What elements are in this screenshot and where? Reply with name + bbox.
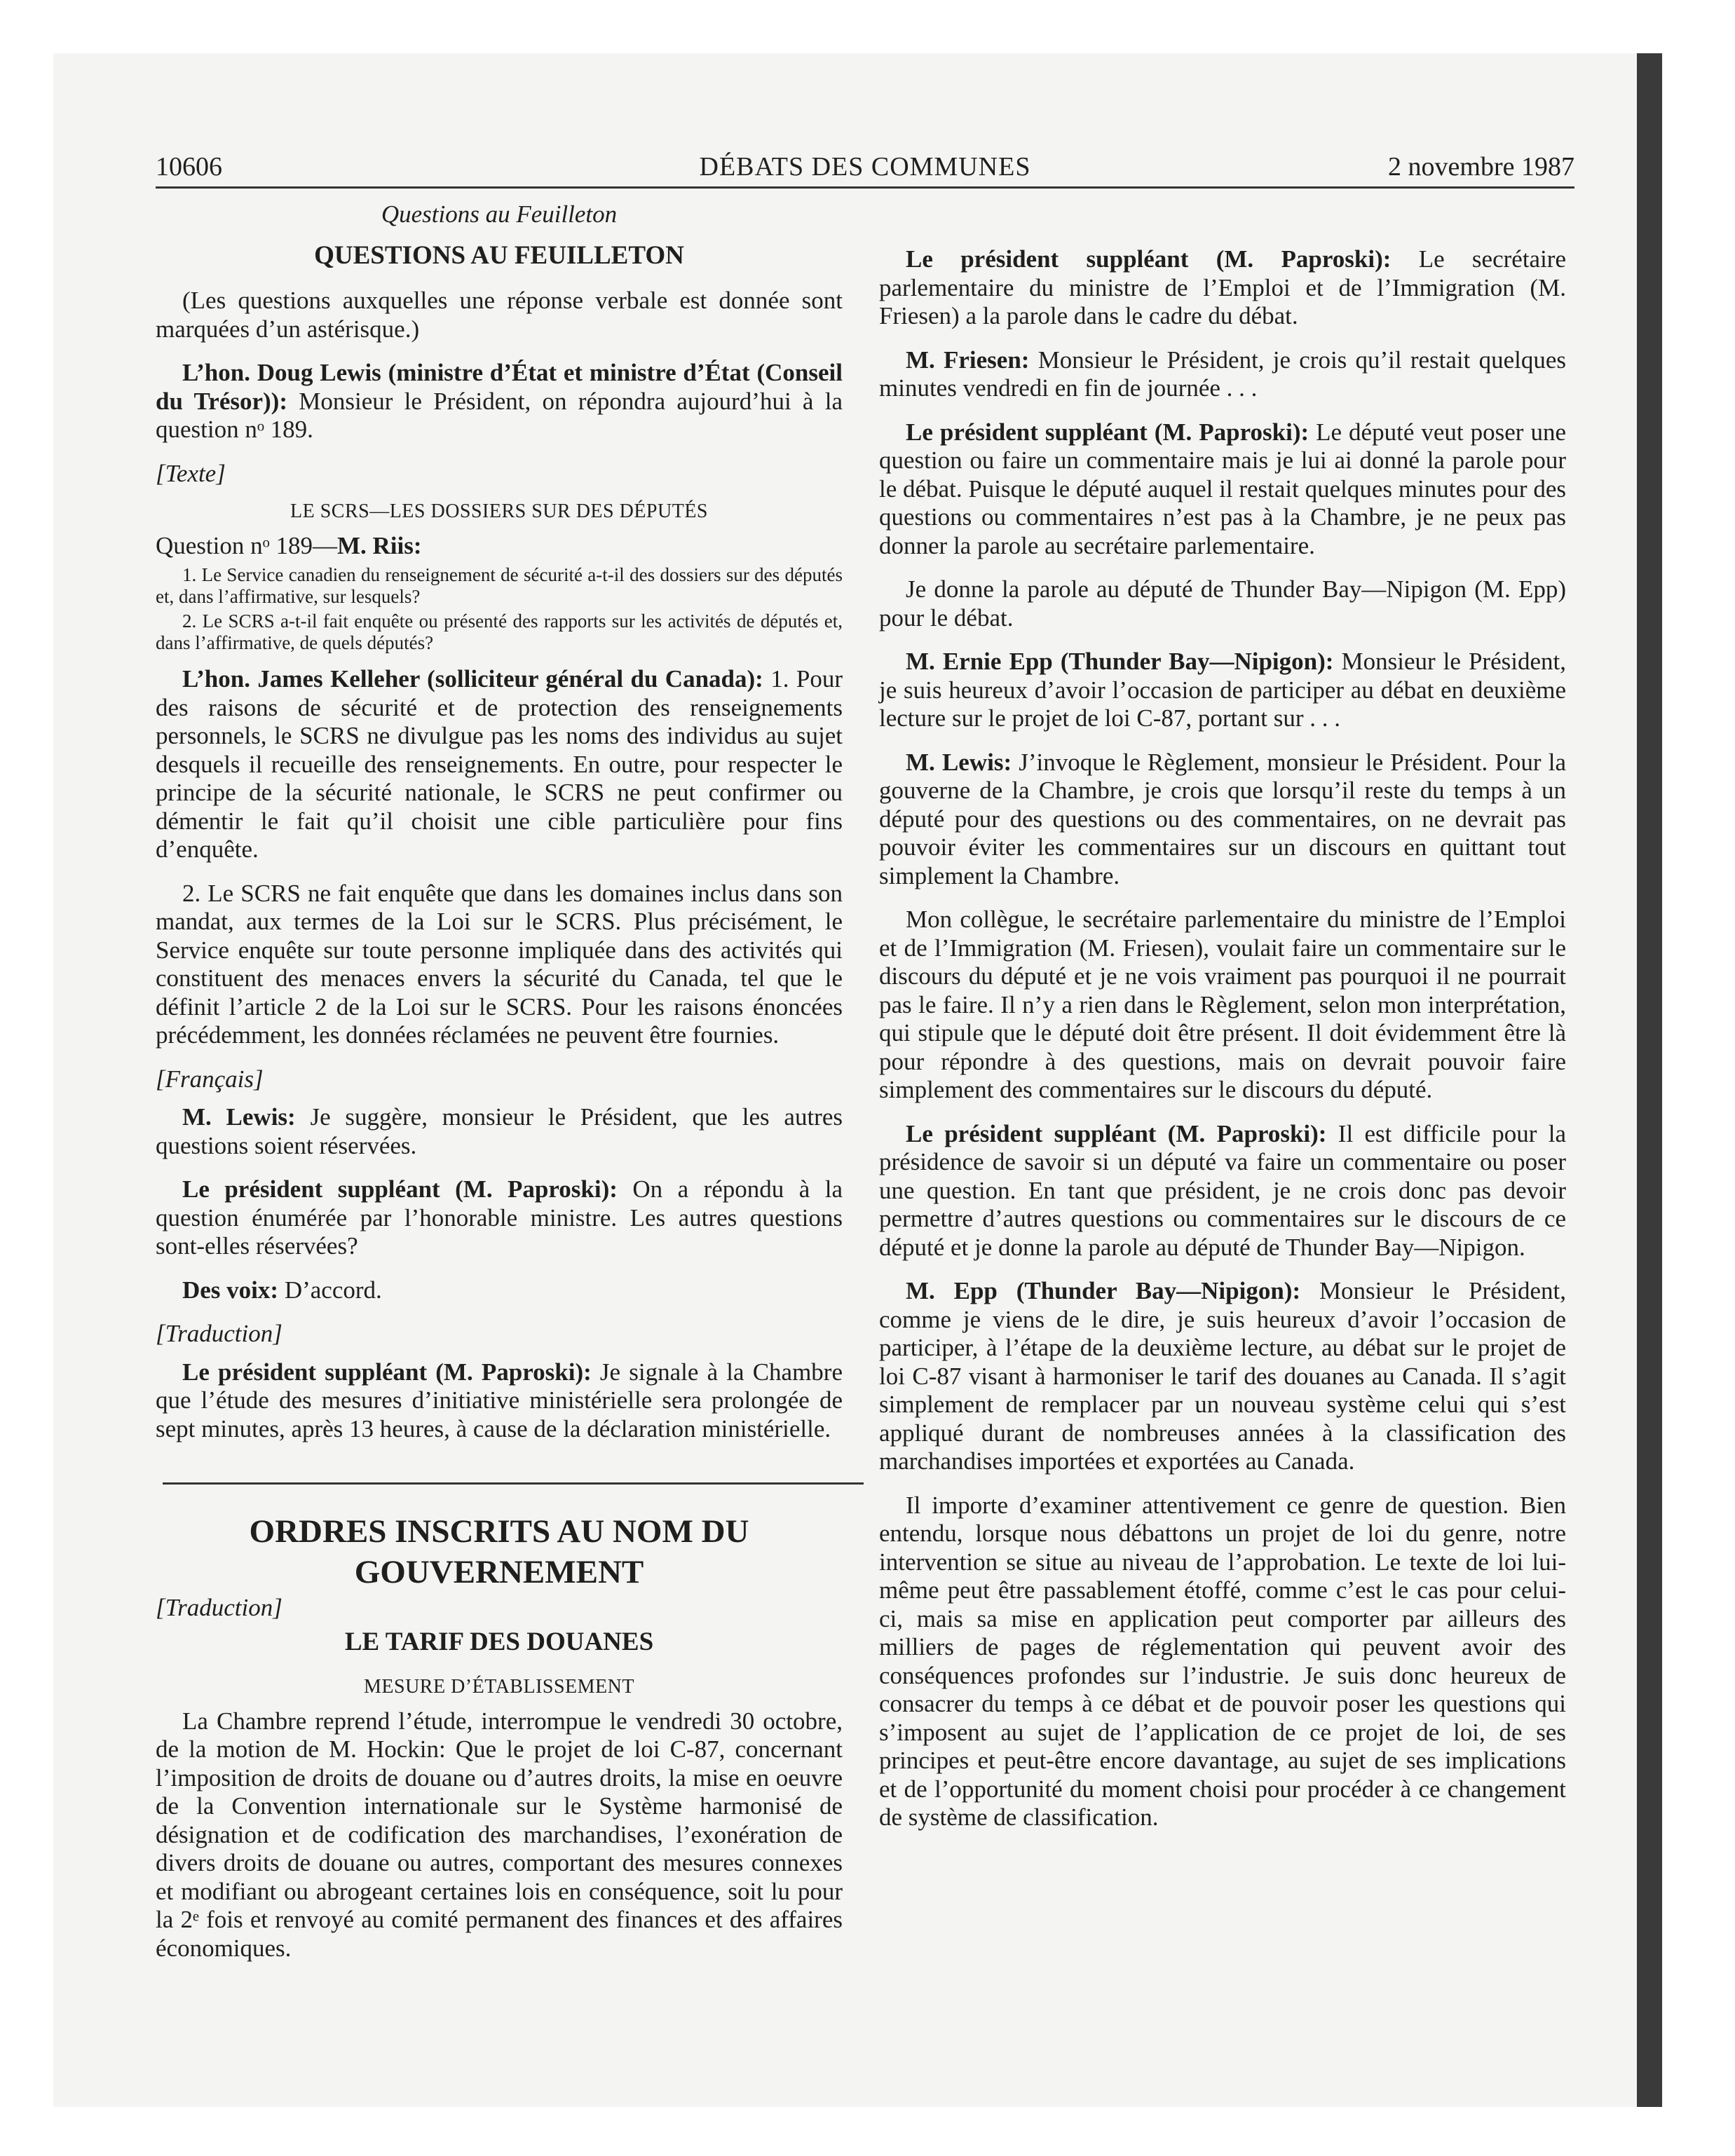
orders-title-line-1: ORDRES INSCRITS AU NOM DU bbox=[249, 1513, 749, 1550]
left-column bbox=[156, 200, 843, 1978]
intro-paragraph: (Les questions auxquelles une réponse verbale est donnée sont marquées d’un astérisque.) bbox=[156, 287, 843, 343]
right-column bbox=[879, 245, 1566, 1848]
question-label: Question nᵒ 189— bbox=[156, 531, 337, 559]
page-number: 10606 bbox=[156, 152, 222, 182]
speaker-name: L’hon. James Kelleher (solliciteur général du Canada): bbox=[182, 665, 763, 692]
speech-text: Monsieur le Président, on répondra aujourd’hui à la question nᵒ 189. bbox=[156, 387, 843, 443]
kelleher-answer-paragraph bbox=[156, 665, 843, 864]
right-paragraph-2 bbox=[879, 346, 1566, 403]
publication-title: DÉBATS DES COMMUNES bbox=[699, 152, 1031, 182]
speaker-name: Le président suppléant (M. Paproski): bbox=[906, 1119, 1327, 1147]
scan-edge-shadow bbox=[1637, 53, 1662, 2107]
tariff-heading: LE TARIF DES DOUANES bbox=[344, 1627, 654, 1656]
answer-2-paragraph: 2. Le SCRS ne fait enquête que dans les domaines inclus dans son mandat, aux termes de la Loi sur le SCRS. Plus précisément, le Service enquête sur toute personne impliquée dans des activités qui constituent des menaces envers la sécurité du Canada, tel que le définit l’article 2 de la Loi sur le SCRS. Pour les raisons énoncées précédemment, les données réclamées ne peuvent être fournies. bbox=[156, 879, 843, 1049]
measure-heading: MESURE D’ÉTABLISSEMENT bbox=[364, 1676, 634, 1698]
speech-text: Je suggère, monsieur le Président, que les autres questions soient réservées. bbox=[156, 1103, 843, 1159]
speaker-name: M. Friesen: bbox=[906, 346, 1030, 374]
speaker-name: M. Lewis: bbox=[906, 748, 1012, 776]
speaker-name: Le président suppléant (M. Paproski): bbox=[182, 1175, 618, 1203]
speech-text: J’invoque le Règlement, monsieur le Président. Pour la gouverne de la Chambre, je crois que lorsqu’il reste du temps à un député pour des questions ou des commentaires, on ne devrait pas pouvoir éviter les commentaires sur un discours en quittant tout simplement la Chambre. bbox=[879, 748, 1566, 889]
question-number-line bbox=[156, 532, 843, 561]
question-author: M. Riis: bbox=[336, 531, 422, 559]
speaker-name: L’hon. Doug Lewis (ministre d’État et ministre d’État (Conseil du Trésor)): bbox=[156, 359, 843, 415]
lewis-answer-paragraph bbox=[156, 359, 843, 444]
orders-title-line-2: GOUVERNEMENT bbox=[354, 1554, 644, 1590]
speaker-name: Des voix: bbox=[182, 1276, 279, 1304]
right-paragraph-5 bbox=[879, 648, 1566, 733]
right-paragraph-3 bbox=[879, 418, 1566, 561]
speech-text: Le député veut poser une question ou faire un commentaire mais je lui ai donné la parole pour le débat. Puisque le député auquel il restait quelques minutes pour des questions ou commentaires n’est pas à la Chambre, je ne peux pas donner la parole au secrétaire parlementaire. bbox=[879, 418, 1566, 559]
president-paragraph-1 bbox=[156, 1175, 843, 1261]
speech-text: On a répondu à la question énumérée par l’honorable ministre. Les autres questions sont-elles réservées? bbox=[156, 1175, 843, 1260]
question-subheading: LE SCRS—LES DOSSIERS SUR DES DÉPUTÉS bbox=[290, 500, 708, 522]
section-heading: QUESTIONS AU FEUILLETON bbox=[314, 240, 684, 270]
section-divider bbox=[163, 1482, 864, 1485]
running-header bbox=[156, 147, 1574, 189]
right-paragraph-4: Je donne la parole au député de Thunder Bay—Nipigon (M. Epp) pour le débat. bbox=[879, 575, 1566, 632]
speech-text: Je signale à la Chambre que l’étude des mesures d’initiative ministérielle sera prolongée de sept minutes, après 13 heures, à cause de la déclaration ministérielle. bbox=[156, 1358, 843, 1442]
speech-text: D’accord. bbox=[278, 1276, 382, 1304]
language-marker: [Traduction] bbox=[156, 1594, 283, 1621]
speech-text: Monsieur le Président, comme je viens de le dire, je suis heureux d’avoir l’occasion de participer, à l’étape de la deuxième lecture, au débat sur le projet de loi C-87 visant à harmoniser le tarif des douanes au Canada. Il s’agit simplement de remplacer par un nouveau système celui qui s’est appliqué durant de nombreuses années à la classification des marchandises importées et exportées au Canada. bbox=[879, 1277, 1566, 1475]
speech-text: Le secrétaire parlementaire du ministre de l’Emploi et de l’Immigration (M. Friesen) a la parole dans le cadre du débat. bbox=[879, 245, 1566, 329]
president-paragraph-2 bbox=[156, 1358, 843, 1444]
mlewis-paragraph bbox=[156, 1103, 843, 1160]
speaker-name: Le président suppléant (M. Paproski): bbox=[906, 418, 1309, 446]
speaker-name: Le président suppléant (M. Paproski): bbox=[182, 1358, 592, 1386]
speaker-name: Le président suppléant (M. Paproski): bbox=[906, 245, 1392, 273]
issue-date: 2 novembre 1987 bbox=[1388, 152, 1574, 182]
speaker-name: M. Ernie Epp (Thunder Bay—Nipigon): bbox=[906, 648, 1334, 675]
right-paragraph-7: Mon collègue, le secrétaire parlementaire du ministre de l’Emploi et de l’Immigration (M. Friesen), voulait faire un commentaire sur le discours du député et je ne vois vraiment pas pourquoi il ne pourrait pas le faire. Il n’y a rien dans le Règlement, selon mon interprétation, qui stipule que le député doit être présent. Il doit évidemment être là pour répondre à des questions, mais on devrait pouvoir faire simplement des commentaires sur le discours du député. bbox=[879, 906, 1566, 1103]
right-paragraph-10: Il importe d’examiner attentivement ce genre de question. Bien entendu, lorsque nous débattons un projet de loi du genre, notre intervention se situe au niveau de l’approbation. Le texte de loi lui-même peut être passablement étoffé, comme c’est le cas pour celui-ci, mais sa mise en application peut comporter par ailleurs des milliers de pages de réglementation qui peuvent avoir des conséquences profondes sur l’industrie. Je suis donc heureux de consacrer du temps à ce débat et de pouvoir poser les questions qui s’imposent au sujet de l’application de ce projet de loi, de ses principes et peut-être encore davantage, au sujet de ses implications et de l’opportunité du moment choisi pour procéder à ce changement de système de classification. bbox=[879, 1491, 1566, 1831]
right-paragraph-9 bbox=[879, 1277, 1566, 1476]
language-marker: [Traduction] bbox=[156, 1320, 283, 1347]
right-paragraph-6 bbox=[879, 749, 1566, 891]
resume-paragraph: La Chambre reprend l’étude, interrompue le vendredi 30 octobre, de la motion de M. Hockin: Que le projet de loi C-87, concernant l’imposition de droits de douane ou d’autres droits, la mise en oeuvre de la Convention internationale sur le Système harmonisé de désignation et de codification des marchandises, l’exonération de divers droits de douane ou autres, comportant des mesures connexes et modifiant ou abrogeant certaines lois en conséquence, soit lu pour la 2ᵉ fois et renvoyé au comité permanent des finances et des affaires économiques. bbox=[156, 1707, 843, 1962]
speech-text: Monsieur le Président, je crois qu’il restait quelques minutes vendredi en fin de journée . . . bbox=[879, 346, 1566, 402]
question-item-1: 1. Le Service canadien du renseignement de sécurité a-t-il des dossiers sur des députés et, dans l’affirmative, sur lesquels? bbox=[156, 564, 843, 607]
language-marker: [Français] bbox=[156, 1065, 264, 1093]
speaker-name: M. Lewis: bbox=[182, 1103, 296, 1131]
language-marker: [Texte] bbox=[156, 459, 226, 487]
right-paragraph-8 bbox=[879, 1120, 1566, 1262]
speech-text: 1. Pour des raisons de sécurité et de protection des renseignements personnels, le SCRS ne divulgue pas les noms des individus au sujet desquels il recueille des renseignements. En outre, pour respecter le principe de la sécurité nationale, le SCRS ne peut confirmer ou démentir le fait qu’il choisit une cible particulière pour fins d’enquête. bbox=[156, 665, 843, 863]
right-paragraph-1 bbox=[879, 245, 1566, 331]
speech-text: Monsieur le Président, je suis heureux d’avoir l’occasion de participer au débat en deuxième lecture sur le projet de loi C-87, portant sur . . . bbox=[879, 648, 1566, 732]
voices-paragraph bbox=[156, 1276, 843, 1305]
section-label: Questions au Feuilleton bbox=[381, 200, 618, 228]
speaker-name: M. Epp (Thunder Bay—Nipigon): bbox=[906, 1277, 1301, 1304]
speech-text: Il est difficile pour la présidence de savoir si un député va faire un commentaire ou poser une question. En tant que président, je ne crois donc pas devoir permettre d’autres questions ou commentaires sur le discours de ce député et je donne la parole au député de Thunder Bay—Nipigon. bbox=[879, 1119, 1566, 1261]
question-item-2: 2. Le SCRS a-t-il fait enquête ou présenté des rapports sur les activités de députés et, dans l’affirmative, de quels députés? bbox=[156, 610, 843, 653]
